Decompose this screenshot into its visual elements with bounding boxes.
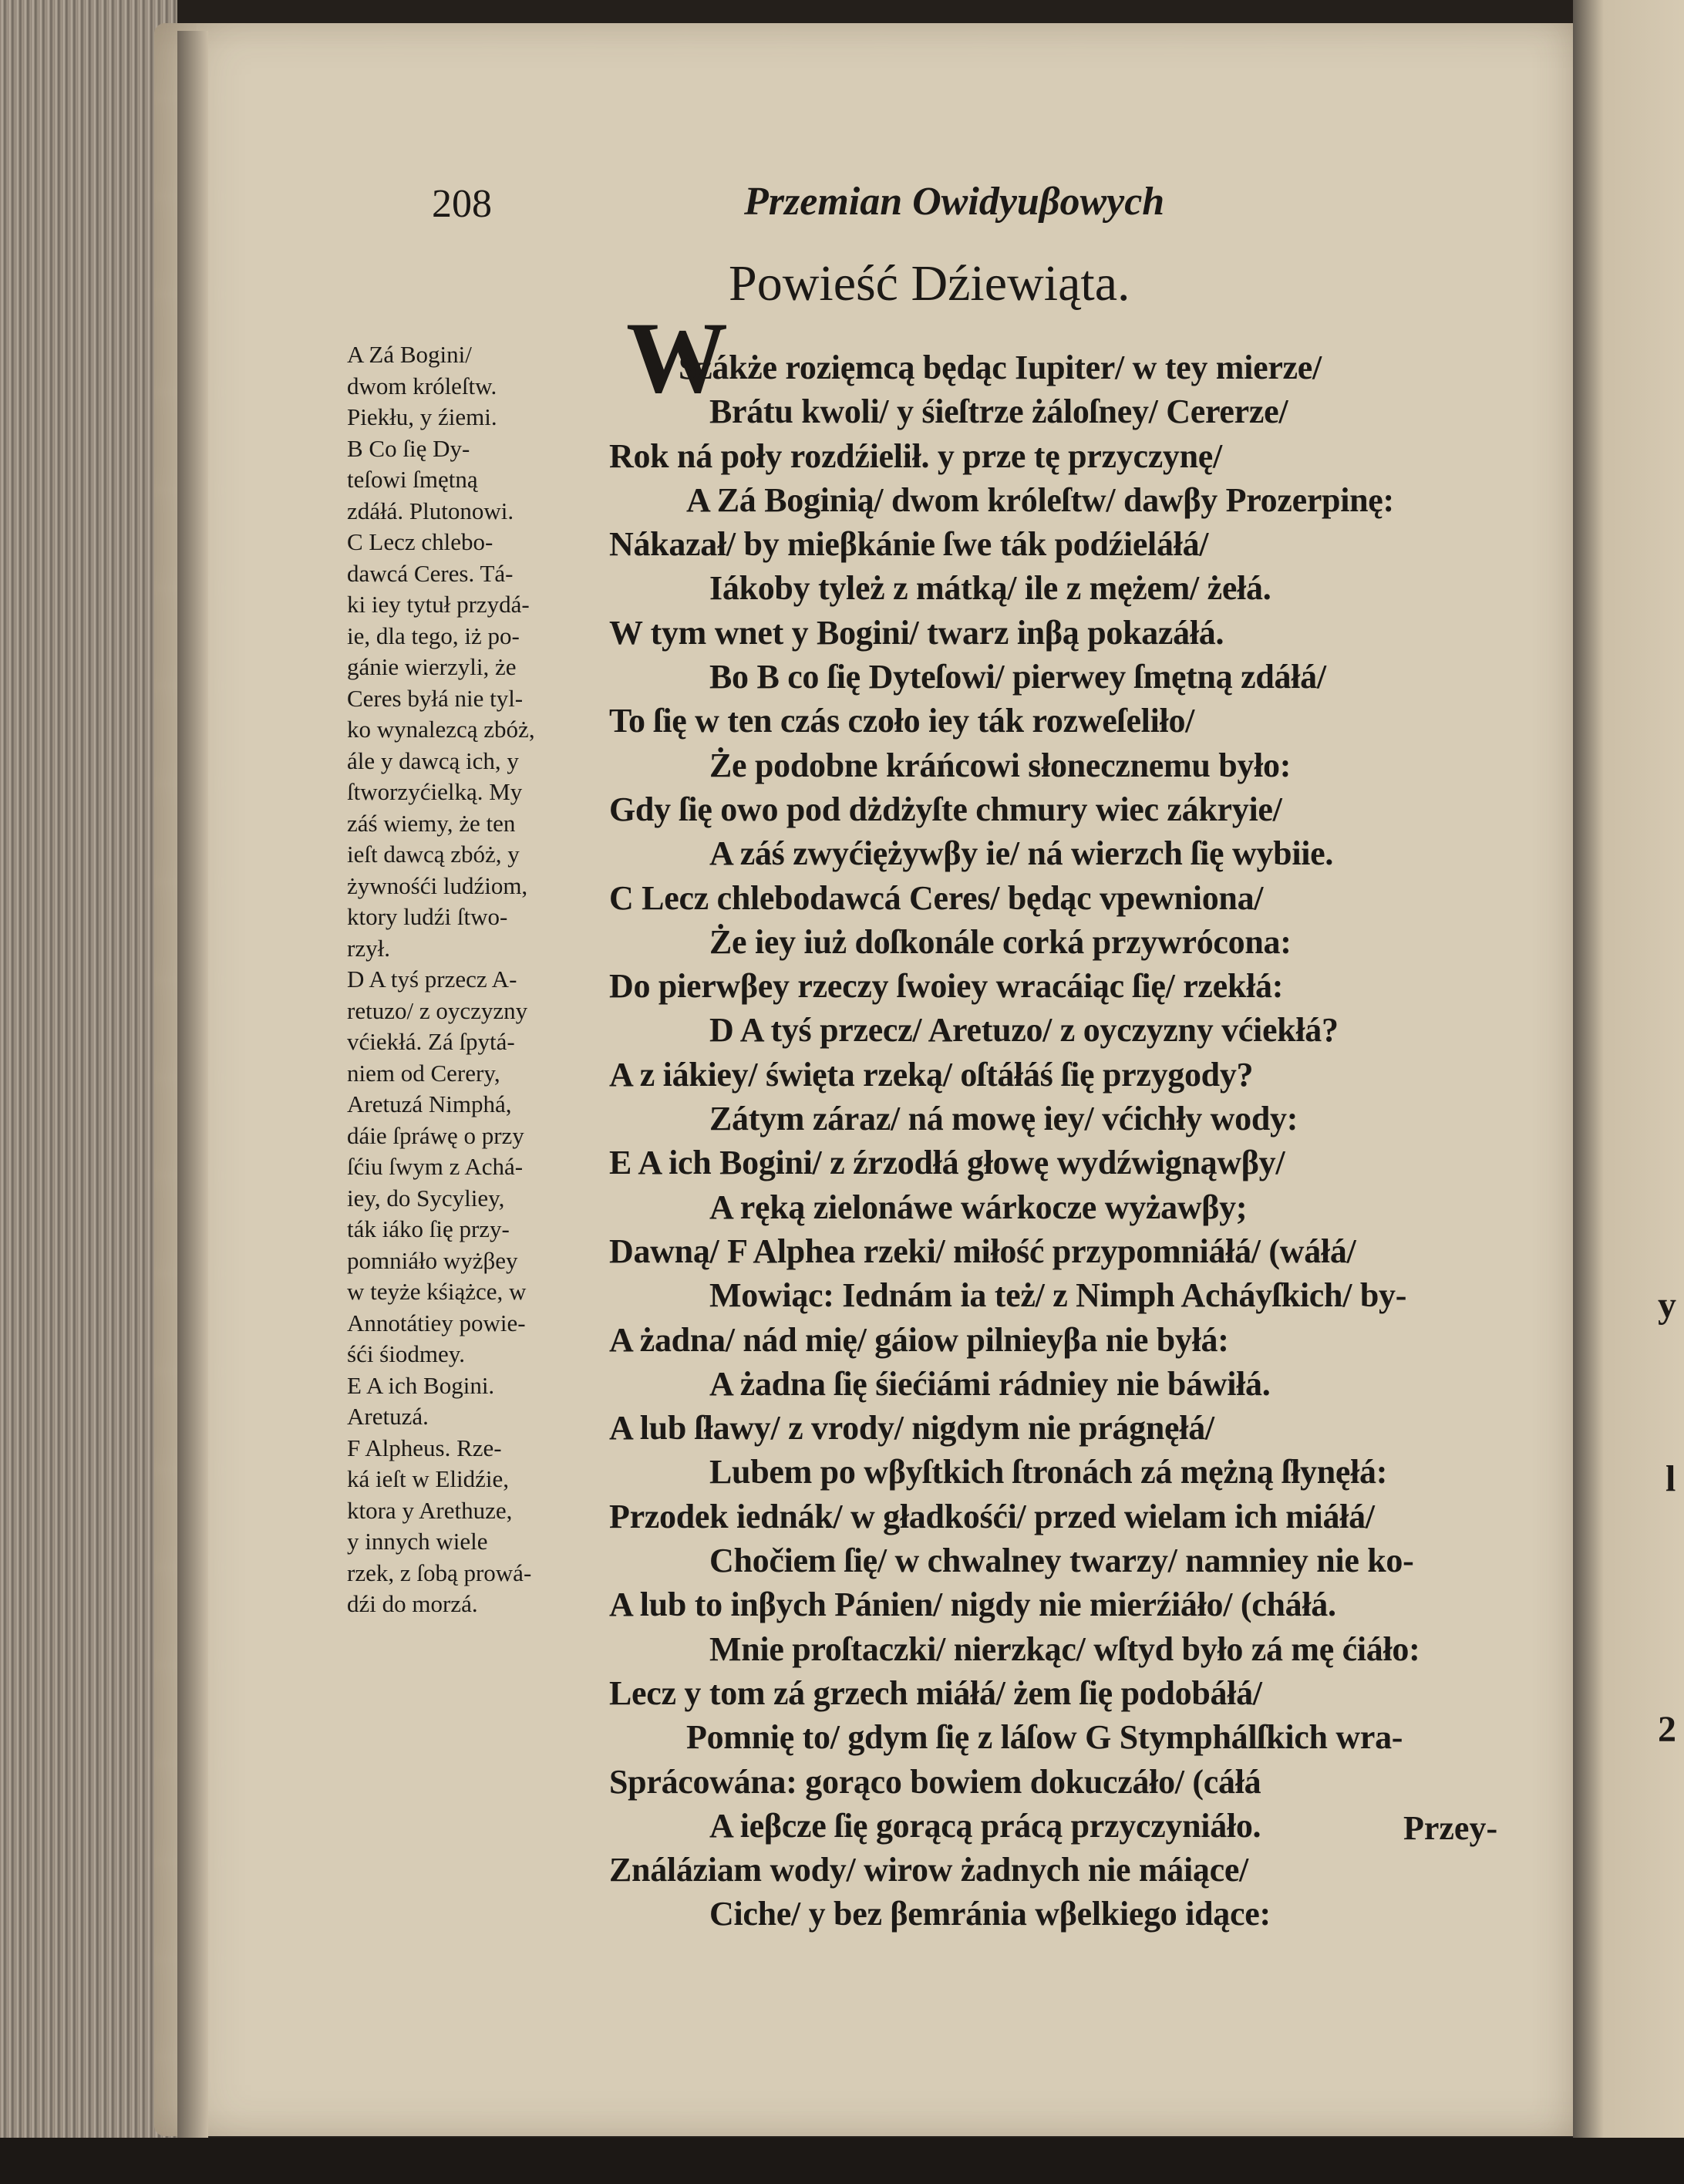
marginal-note-line: retuzo/ z oyczyzny: [347, 996, 528, 1024]
verse-line: A ręką zielonáwe wárkocze wyżawβy;: [709, 1188, 1248, 1226]
verse-line: Dawną/ F Alphea rzeki/ miłość przypomniáłá/ (wáłá/: [609, 1232, 1356, 1270]
verse-line: Sprácowána: gorąco bowiem dokuczáło/ (cáłá: [609, 1762, 1261, 1801]
verse-line: Ználáziam wody/ wirow żadnych nie máiące/: [609, 1851, 1248, 1889]
facing-page-fragment: 2: [1658, 1709, 1676, 1750]
facing-page-fragment: y: [1658, 1285, 1676, 1326]
catchword: Przey-: [1403, 1809, 1498, 1847]
marginal-note-line: ki iey tytuł przydá-: [347, 591, 530, 618]
marginal-note-line: D A tyś przecz A-: [347, 966, 517, 993]
marginal-note-line: A Zá Bogini/: [347, 341, 472, 368]
marginal-note-line: ták iáko ſię przy-: [347, 1215, 510, 1242]
marginal-note-line: ká ieſt w Elidźie,: [347, 1465, 510, 1492]
marginal-note-line: B Co ſię Dy-: [347, 434, 470, 462]
verse-line: Zátym záraz/ ná mowę iey/ vćichły wody:: [709, 1100, 1298, 1138]
marginal-note-line: dawcá Ceres. Tá-: [347, 559, 514, 587]
marginal-note-line: F Alpheus. Rze-: [347, 1434, 502, 1461]
marginal-note-line: ktora y Arethuze,: [347, 1496, 513, 1524]
marginal-note-line: vćiekłá. Zá ſpytá-: [347, 1028, 515, 1055]
marginal-note-line: w teyże kśiążce, w: [347, 1278, 527, 1305]
marginal-note-line: dwom króleſtw.: [347, 372, 497, 399]
verse-line: A z iákiey/ święta rzeką/ oſtáłáś ſię przygody?: [609, 1055, 1254, 1094]
verse-line: A lub to inβych Pánien/ nigdy nie mierźiáło/ (cháłá.: [609, 1586, 1336, 1624]
verse-line: W tym wnet y Bogini/ twarz inβą pokazáłá.: [609, 613, 1224, 652]
verse-line: Ciche/ y bez βemránia wβelkiego idące:: [709, 1895, 1271, 1933]
verse-line: Szákże rozięmcą będąc Iupiter/ w tey mierze/: [679, 349, 1322, 386]
binding-gutter: [177, 31, 208, 2144]
verse-line: Mowiąc: Iednám ia też/ z Nimph Acháyſkich/ by-: [709, 1276, 1407, 1315]
marginal-note-line: gánie wierzyli, że: [347, 653, 517, 680]
verse-line: E A ich Bogini/ z źrzodłá głowę wydźwignąwβy/: [609, 1144, 1285, 1182]
marginal-note-line: Ceres byłá nie tyl-: [347, 684, 524, 712]
drop-cap: W: [626, 301, 728, 414]
marginal-note-line: Aretuzá Nimphá,: [347, 1090, 512, 1117]
verse-line: A żadna ſię śiećiámi rádniey nie báwiłá.: [709, 1364, 1271, 1403]
section-title: Powieść Dźiewiąta.: [729, 255, 1130, 312]
verse-line: Iákoby tyleż z mátką/ ile z mężem/ żełá.: [709, 569, 1271, 608]
verse-line: Pomnię to/ gdym ſię z láſow G Stymphálſkich wra-: [686, 1718, 1403, 1757]
marginal-note-line: ieſt dawcą zbóż, y: [347, 841, 520, 868]
marginal-note-line: Aretuzá.: [347, 1403, 429, 1430]
verse-line: A záś zwyćiężywβy ie/ ná wierzch ſię wybiie.: [709, 834, 1334, 873]
verse-line: Lecz y tom zá grzech miáłá/ żem ſię podobáłá/: [609, 1673, 1262, 1712]
marginal-note-line: ſtworzyćielką. My: [347, 778, 523, 805]
marginal-note-line: y innych wiele: [347, 1528, 488, 1555]
marginal-note-line: niem od Cerery,: [347, 1059, 500, 1087]
verse-line: C Lecz chlebodawcá Ceres/ będąc vpewniona/: [609, 878, 1264, 917]
marginal-note-line: ko wynalezcą zbóż,: [347, 716, 535, 743]
verse-line: A ieβcze ſię gorącą prácą przyczyniáło.: [709, 1806, 1261, 1845]
verse-line: Mnie proſtaczki/ nierzkąc/ wſtyd było zá mę ćiáło:: [709, 1630, 1420, 1668]
marginal-note-line: ſćiu ſwym z Achá-: [347, 1153, 524, 1180]
running-head: Przemian Owidyuβowych: [744, 180, 1165, 224]
verse-line: Że iey iuż doſkonále corká przywrócona:: [709, 922, 1292, 961]
marginal-note-line: zdáłá. Plutonowi.: [347, 497, 514, 524]
verse-line: Gdy ſię owo pod dżdżyſte chmury wiec zákryie/: [609, 790, 1282, 828]
marginal-note-line: ie, dla tego, iż po-: [347, 622, 520, 649]
marginal-note-line: pomniáło wyżβey: [347, 1246, 518, 1274]
verse-line: Rok ná poły rozdźielił. y prze tę przyczynę/: [609, 436, 1222, 475]
verse-line: To ſię w ten czás czoło iey ták rozweſeliło/: [609, 702, 1195, 740]
verse-line: A lub ſławy/ z vrody/ nigdym nie prágnęłá/: [609, 1409, 1214, 1448]
marginal-note-line: E A ich Bogini.: [347, 1371, 495, 1399]
marginal-note-line: śći śiodmey.: [347, 1340, 465, 1367]
verse-line: D A tyś przecz/ Aretuzo/ z oyczyzny vćiekłá?: [709, 1011, 1339, 1050]
verse-line: A żadna/ nád mię/ gáiow pilnieyβa nie byłá:: [609, 1320, 1229, 1359]
page-number: 208: [432, 182, 492, 226]
marginal-note-line: ktory ludźi ſtwo-: [347, 903, 508, 930]
facing-page-fragment: l: [1665, 1458, 1676, 1499]
marginal-note-line: rzek, z ſobą prowá-: [347, 1559, 532, 1586]
background-band: [0, 2138, 1684, 2184]
verse-text: [609, 345, 1534, 1936]
verse-line: Że podobne kráńcowi słonecznemu było:: [709, 746, 1292, 784]
book-page-edges: [0, 0, 177, 2184]
marginal-note-line: dźi do morzá.: [347, 1590, 478, 1617]
verse-line: Lubem po wβyſtkich ſtronách zá mężną ſłynęłá:: [709, 1453, 1388, 1491]
verse-line: Do pierwβey rzeczy ſwoiey wracáiąc ſię/ rzekłá:: [609, 967, 1284, 1006]
marginal-note-line: záś wiemy, że ten: [347, 809, 516, 837]
verse-line: Przodek iednák/ w gładkośći/ przed wielam ich miáłá/: [609, 1497, 1375, 1535]
marginal-note-line: rzył.: [347, 934, 390, 962]
marginal-note-line: teſowi ſmętną: [347, 466, 478, 493]
marginal-note-line: iey, do Sycyliey,: [347, 1184, 505, 1212]
verse-line: Nákazał/ by mieβkánie ſwe ták podźieláłá/: [609, 525, 1209, 564]
marginal-note-line: żywnośći ludźiom,: [347, 871, 528, 899]
verse-line: Chočiem ſię/ w chwalney twarzy/ namniey nie ko-: [709, 1542, 1414, 1580]
marginal-note-line: dáie ſpráwę o przy: [347, 1121, 524, 1149]
verse-line: Bo B co ſię Dyteſowi/ pierwey ſmętną zdáłá/: [709, 658, 1326, 696]
marginal-notes: [347, 339, 594, 1620]
verse-line: Brátu kwoli/ y śieſtrze żáloſney/ Cererze/: [709, 393, 1288, 431]
marginal-note-line: ále y dawcą ich, y: [347, 747, 519, 774]
marginal-note-line: Piekłu, y źiemi.: [347, 403, 497, 430]
facing-page-edge: [1573, 0, 1684, 2184]
marginal-note-line: Annotátiey powie-: [347, 1309, 526, 1336]
marginal-note-line: C Lecz chlebo-: [347, 528, 493, 555]
verse-line: A Zá Boginią/ dwom króleſtw/ dawβy Prozerpinę:: [686, 480, 1394, 519]
